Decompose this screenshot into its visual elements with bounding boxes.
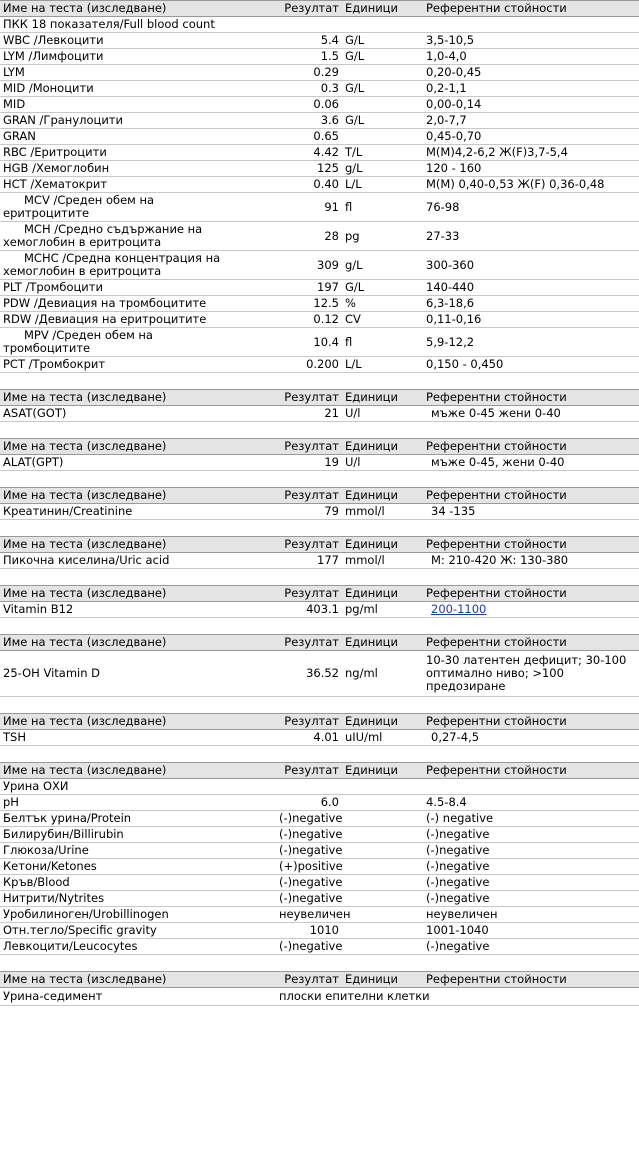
header-ref: Референтни стойности xyxy=(423,972,639,988)
test-unit xyxy=(342,875,423,891)
header-name: Име на теста (изследване) xyxy=(0,390,276,406)
test-name-line1: MCH /Средно съдържание на xyxy=(24,222,203,236)
test-ref: (-)negative xyxy=(423,859,639,875)
test-result: 4.42 xyxy=(276,145,342,161)
test-unit: G/L xyxy=(342,33,423,49)
test-unit xyxy=(342,811,423,827)
test-ref: (-) negative xyxy=(423,811,639,827)
header-ref: Референтни стойности xyxy=(423,390,639,406)
test-result: 36.52 xyxy=(276,651,342,697)
test-name: Глюкоза/Urine xyxy=(0,843,276,859)
spacer xyxy=(0,746,633,762)
table-header xyxy=(0,714,639,730)
test-ref: 0,45-0,70 xyxy=(423,129,639,145)
test-ref: 6,3-18,6 xyxy=(423,296,639,312)
reference-link[interactable]: 200-1100 xyxy=(431,602,487,616)
table-row xyxy=(0,651,639,697)
test-unit: T/L xyxy=(342,145,423,161)
test-unit: G/L xyxy=(342,113,423,129)
table-row xyxy=(0,296,639,312)
table-row xyxy=(0,280,639,296)
test-result: 0.29 xyxy=(276,65,342,81)
test-result: 5.4 xyxy=(276,33,342,49)
header-ref: Референтни стойности xyxy=(423,714,639,730)
test-ref: 0,00-0,14 xyxy=(423,97,639,113)
test-name: GRAN /Гранулоцити xyxy=(0,113,276,129)
test-ref: (-)negative xyxy=(423,891,639,907)
test-result: 28 xyxy=(276,222,342,251)
test-name: Нитрити/Nytrites xyxy=(0,891,276,907)
test-unit xyxy=(342,923,423,939)
test-name-line1: MPV /Среден обем на xyxy=(24,328,153,342)
test-ref: М: 210-420 Ж: 130-380 xyxy=(423,553,639,569)
spacer xyxy=(0,569,633,585)
test-ref: 76-98 xyxy=(423,193,639,222)
test-name: TSH xyxy=(0,730,276,746)
test-unit: % xyxy=(342,296,423,312)
table-row xyxy=(0,97,639,113)
spacer xyxy=(0,471,633,487)
test-unit xyxy=(342,129,423,145)
test-result: 0.3 xyxy=(276,81,342,97)
test-ref: неувеличен xyxy=(423,907,639,923)
table-row xyxy=(0,222,639,251)
header-name: Име на теста (изследване) xyxy=(0,714,276,730)
sediment-table xyxy=(0,971,639,1006)
test-name-line2: еритроцитите xyxy=(3,206,90,220)
test-ref: 120 - 160 xyxy=(423,161,639,177)
test-unit: ng/ml xyxy=(342,651,423,697)
spacer xyxy=(0,618,633,634)
test-ref: 1,0-4,0 xyxy=(423,49,639,65)
test-unit: CV xyxy=(342,312,423,328)
test-unit: g/L xyxy=(342,161,423,177)
test-result: 0.40 xyxy=(276,177,342,193)
test-unit: uIU/ml xyxy=(342,730,423,746)
table-row xyxy=(0,602,639,618)
test-result: 4.01 xyxy=(276,730,342,746)
asat-table xyxy=(0,389,639,422)
test-result: 21 xyxy=(276,406,342,422)
test-unit: mmol/l xyxy=(342,504,423,520)
test-ref xyxy=(423,602,639,618)
table-row xyxy=(0,923,639,939)
vitamin-d-table xyxy=(0,634,639,697)
table-row xyxy=(0,328,639,357)
cbc-rows xyxy=(0,33,639,373)
spacer xyxy=(0,422,633,438)
test-ref: 5,9-12,2 xyxy=(423,328,639,357)
header-result: Резултат xyxy=(276,714,342,730)
table-row xyxy=(0,161,639,177)
table-row xyxy=(0,859,639,875)
urine-rows xyxy=(0,795,639,955)
header-units: Единици xyxy=(342,763,423,779)
test-unit: U/l xyxy=(342,406,423,422)
spacer xyxy=(0,697,633,713)
table-header xyxy=(0,488,639,504)
test-unit: U/l xyxy=(342,455,423,471)
test-result: 19 xyxy=(276,455,342,471)
header-name: Име на теста (изследване) xyxy=(0,1,276,17)
test-result: 91 xyxy=(276,193,342,222)
test-name: PLT /Тромбоцити xyxy=(0,280,276,296)
test-unit xyxy=(342,859,423,875)
test-result: (-)negative xyxy=(276,811,342,827)
table-header xyxy=(0,763,639,779)
header-units: Единици xyxy=(342,439,423,455)
header-result: Резултат xyxy=(276,586,342,602)
test-unit: G/L xyxy=(342,81,423,97)
test-result: 12.5 xyxy=(276,296,342,312)
table-header xyxy=(0,972,639,988)
test-ref: 3,5-10,5 xyxy=(423,33,639,49)
table-row xyxy=(0,33,639,49)
header-name: Име на теста (изследване) xyxy=(0,537,276,553)
test-unit: g/L xyxy=(342,251,423,280)
header-ref: Референтни стойности xyxy=(423,635,639,651)
test-unit: fl xyxy=(342,193,423,222)
test-ref: М(M)4,2-6,2 Ж(F)3,7-5,4 xyxy=(423,145,639,161)
creatinine-table xyxy=(0,487,639,520)
table-row xyxy=(0,795,639,811)
header-ref: Референтни стойности xyxy=(423,488,639,504)
header-result: Резултат xyxy=(276,488,342,504)
test-ref: 2,0-7,7 xyxy=(423,113,639,129)
test-ref xyxy=(423,988,639,1006)
test-unit: pg/ml xyxy=(342,602,423,618)
test-ref: М(M) 0,40-0,53 Ж(F) 0,36-0,48 xyxy=(423,177,639,193)
test-name-line1: MCHC /Средна концентрация на xyxy=(24,251,221,265)
table-row xyxy=(0,113,639,129)
test-unit xyxy=(342,891,423,907)
test-name: PDW /Девиация на тромбоцитите xyxy=(0,296,276,312)
header-units: Единици xyxy=(342,1,423,17)
test-name: HGB /Хемоглобин xyxy=(0,161,276,177)
table-row xyxy=(0,988,639,1006)
header-units: Единици xyxy=(342,972,423,988)
group-row xyxy=(0,17,639,33)
test-ref: 27-33 xyxy=(423,222,639,251)
spacer xyxy=(0,955,633,971)
table-header xyxy=(0,1,639,17)
b12-table xyxy=(0,585,639,618)
test-name: MID xyxy=(0,97,276,113)
test-ref: (-)negative xyxy=(423,939,639,955)
table-row xyxy=(0,939,639,955)
test-ref: 4.5-8.4 xyxy=(423,795,639,811)
header-units: Единици xyxy=(342,390,423,406)
header-result: Резултат xyxy=(276,972,342,988)
test-ref: 0,2-1,1 xyxy=(423,81,639,97)
test-result: 0.12 xyxy=(276,312,342,328)
test-result: (-)negative xyxy=(276,939,342,955)
test-unit: fl xyxy=(342,328,423,357)
group-row xyxy=(0,779,639,795)
test-name: LYM /Лимфоцити xyxy=(0,49,276,65)
test-name: Креатинин/Creatinine xyxy=(0,504,276,520)
test-name-line2: хемоглобин в еритроцита xyxy=(3,235,162,249)
header-ref: Референтни стойности xyxy=(423,1,639,17)
header-result: Резултат xyxy=(276,537,342,553)
test-unit: pg xyxy=(342,222,423,251)
test-ref: (-)negative xyxy=(423,843,639,859)
test-result: неувеличен xyxy=(276,907,342,923)
test-ref: 300-360 xyxy=(423,251,639,280)
test-result: 403.1 xyxy=(276,602,342,618)
header-name: Име на теста (изследване) xyxy=(0,635,276,651)
test-name: Уробилиноген/Urobillinogen xyxy=(0,907,276,923)
header-ref: Референтни стойности xyxy=(423,537,639,553)
table-row xyxy=(0,406,639,422)
test-unit xyxy=(342,907,423,923)
table-row xyxy=(0,827,639,843)
table-row xyxy=(0,177,639,193)
table-row xyxy=(0,81,639,97)
test-ref: 0,27-4,5 xyxy=(423,730,639,746)
test-unit: mmol/l xyxy=(342,553,423,569)
test-ref: 0,11-0,16 xyxy=(423,312,639,328)
test-name: RBC /Еритроцити xyxy=(0,145,276,161)
header-units: Единици xyxy=(342,488,423,504)
test-name-line2: хемоглобин в еритроцита xyxy=(3,264,162,278)
table-header xyxy=(0,635,639,651)
test-result: (-)negative xyxy=(276,843,342,859)
table-row xyxy=(0,312,639,328)
header-name: Име на теста (изследване) xyxy=(0,439,276,455)
test-unit: G/L xyxy=(342,280,423,296)
test-name: pH xyxy=(0,795,276,811)
test-ref: 1001-1040 xyxy=(423,923,639,939)
test-name: Кетони/Ketones xyxy=(0,859,276,875)
test-unit xyxy=(342,939,423,955)
table-row xyxy=(0,875,639,891)
group-title: Урина ОХИ xyxy=(0,779,639,795)
test-result: 177 xyxy=(276,553,342,569)
table-row xyxy=(0,891,639,907)
header-result: Резултат xyxy=(276,1,342,17)
test-result: 0.65 xyxy=(276,129,342,145)
test-unit xyxy=(342,65,423,81)
test-result: 1.5 xyxy=(276,49,342,65)
test-name: Пикочна киселина/Uric acid xyxy=(0,553,276,569)
test-name: Vitamin B12 xyxy=(0,602,276,618)
header-ref: Референтни стойности xyxy=(423,763,639,779)
table-row xyxy=(0,907,639,923)
test-ref: 140-440 xyxy=(423,280,639,296)
alat-table xyxy=(0,438,639,471)
test-name: PCT /Тромбокрит xyxy=(0,357,276,373)
test-name: Кръв/Blood xyxy=(0,875,276,891)
table-header xyxy=(0,390,639,406)
header-name: Име на теста (изследване) xyxy=(0,763,276,779)
test-name: Отн.тегло/Specific gravity xyxy=(0,923,276,939)
test-unit xyxy=(342,827,423,843)
table-row xyxy=(0,730,639,746)
test-name: MID /Моноцити xyxy=(0,81,276,97)
test-unit xyxy=(342,97,423,113)
uric-acid-table xyxy=(0,536,639,569)
spacer xyxy=(0,373,633,389)
header-name: Име на теста (изследване) xyxy=(0,972,276,988)
test-unit: L/L xyxy=(342,357,423,373)
test-result: 309 xyxy=(276,251,342,280)
test-result: 197 xyxy=(276,280,342,296)
table-header xyxy=(0,586,639,602)
table-row xyxy=(0,455,639,471)
test-name: Белтък урина/Protein xyxy=(0,811,276,827)
test-unit xyxy=(342,795,423,811)
header-result: Резултат xyxy=(276,439,342,455)
table-row xyxy=(0,193,639,222)
table-row xyxy=(0,843,639,859)
test-name: ASAT(GOT) xyxy=(0,406,276,422)
test-name xyxy=(0,328,276,357)
test-name: RDW /Девиация на еритроцитите xyxy=(0,312,276,328)
test-name xyxy=(0,251,276,280)
test-unit xyxy=(342,843,423,859)
test-name: GRAN xyxy=(0,129,276,145)
test-name: 25-OH Vitamin D xyxy=(0,651,276,697)
test-unit: G/L xyxy=(342,49,423,65)
table-row xyxy=(0,504,639,520)
test-name: WBC /Левкоцити xyxy=(0,33,276,49)
test-result: 0.200 xyxy=(276,357,342,373)
test-name-line2: тромбоцитите xyxy=(3,341,91,355)
test-name: LYM xyxy=(0,65,276,81)
table-row xyxy=(0,553,639,569)
test-result: (-)negative xyxy=(276,891,342,907)
table-row xyxy=(0,129,639,145)
test-unit: L/L xyxy=(342,177,423,193)
test-name: ALAT(GPT) xyxy=(0,455,276,471)
test-name xyxy=(0,222,276,251)
header-units: Единици xyxy=(342,714,423,730)
test-ref: мъже 0-45, жени 0-40 xyxy=(423,455,639,471)
table-row xyxy=(0,811,639,827)
test-ref: 34 -135 xyxy=(423,504,639,520)
header-units: Единици xyxy=(342,635,423,651)
test-ref: (-)negative xyxy=(423,827,639,843)
spacer xyxy=(0,520,633,536)
table-header xyxy=(0,439,639,455)
header-result: Резултат xyxy=(276,390,342,406)
table-row xyxy=(0,357,639,373)
test-result: (-)negative xyxy=(276,875,342,891)
test-ref: (-)negative xyxy=(423,875,639,891)
tsh-table xyxy=(0,713,639,746)
test-ref: 0,20-0,45 xyxy=(423,65,639,81)
test-result: 1010 xyxy=(276,923,342,939)
test-result: (-)negative xyxy=(276,827,342,843)
table-row xyxy=(0,145,639,161)
test-result: 10.4 xyxy=(276,328,342,357)
header-ref: Референтни стойности xyxy=(423,439,639,455)
header-result: Резултат xyxy=(276,635,342,651)
test-result: 125 xyxy=(276,161,342,177)
test-ref: 10-30 латентен дефицит; 30-100 оптимално ниво; >100 предозиране xyxy=(423,651,639,697)
test-result: 3.6 xyxy=(276,113,342,129)
header-units: Единици xyxy=(342,586,423,602)
cbc-table xyxy=(0,0,639,373)
table-row xyxy=(0,65,639,81)
test-result: (+)positive xyxy=(276,859,342,875)
header-result: Резултат xyxy=(276,763,342,779)
header-name: Име на теста (изследване) xyxy=(0,488,276,504)
test-result: плоски епителни клетки xyxy=(276,988,342,1006)
test-name: Левкоцити/Leucocytes xyxy=(0,939,276,955)
test-ref: 0,150 - 0,450 xyxy=(423,357,639,373)
urine-table xyxy=(0,762,639,955)
table-header xyxy=(0,537,639,553)
test-name xyxy=(0,193,276,222)
test-result: 0.06 xyxy=(276,97,342,113)
table-row xyxy=(0,251,639,280)
test-name: HCT /Хематокрит xyxy=(0,177,276,193)
test-name: Билирубин/Billirubin xyxy=(0,827,276,843)
test-result: 6.0 xyxy=(276,795,342,811)
test-ref: мъже 0-45 жени 0-40 xyxy=(423,406,639,422)
header-units: Единици xyxy=(342,537,423,553)
test-result: 79 xyxy=(276,504,342,520)
header-name: Име на теста (изследване) xyxy=(0,586,276,602)
table-row xyxy=(0,49,639,65)
test-name: Урина-седимент xyxy=(0,988,276,1006)
header-ref: Референтни стойности xyxy=(423,586,639,602)
test-name-line1: MCV /Среден обем на xyxy=(24,193,155,207)
group-title: ПКК 18 показателя/Full blood count xyxy=(0,17,639,33)
